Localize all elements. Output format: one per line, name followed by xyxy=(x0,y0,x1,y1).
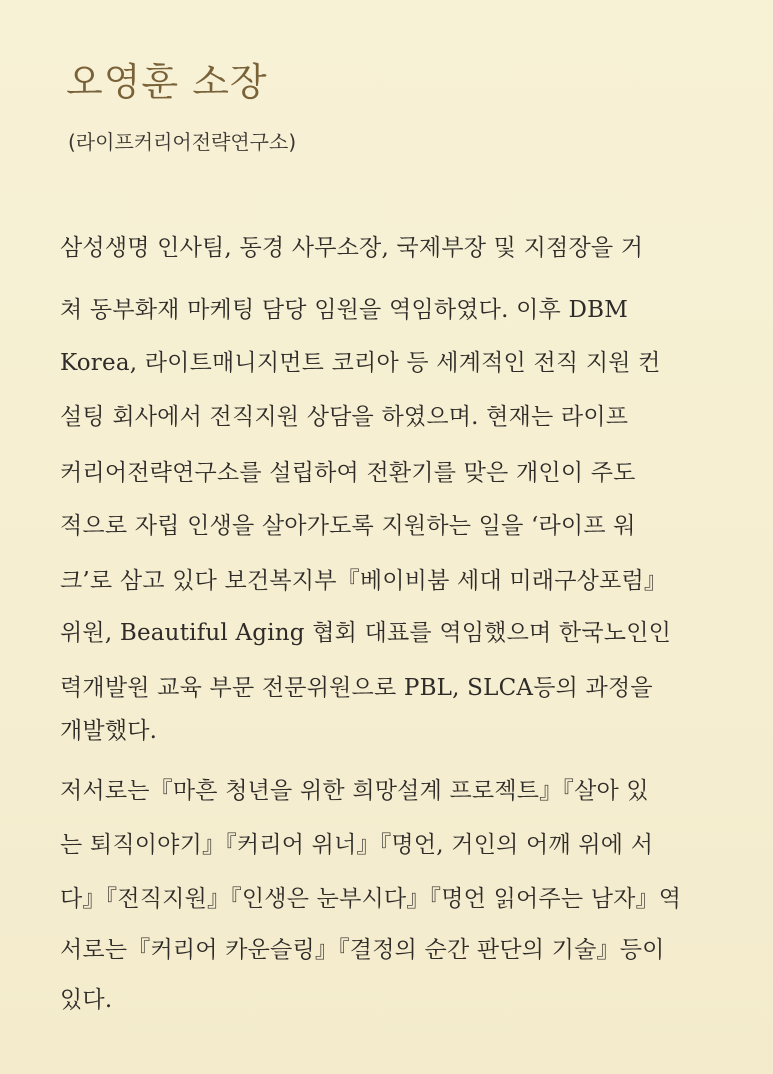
publications-line: 다』『전직지원』『인생은 눈부시다』『명언 읽어주는 남자』역 xyxy=(60,886,682,912)
bio-line: 커리어전략연구소를 설립하여 전환기를 맞은 개인이 주도 xyxy=(60,460,636,486)
bio-line: Korea, 라이트매니지먼트 코리아 등 세계적인 전직 지원 컨 xyxy=(60,350,661,376)
bio-line: 설팅 회사에서 전직지원 상담을 하였으며. 현재는 라이프 xyxy=(60,404,629,430)
bio-line: 쳐 동부화재 마케팅 담당 임원을 역임하였다. 이후 DBM xyxy=(60,297,628,323)
bio-line: 개발했다. xyxy=(60,718,158,744)
bio-line: 적으로 자립 인생을 살아가도록 지원하는 일을 ‘라이프 워 xyxy=(60,513,636,539)
bio-line: 삼성생명 인사팀, 동경 사무소장, 국제부장 및 지점장을 거 xyxy=(60,235,644,261)
author-name-title: 오영훈 소장 xyxy=(66,60,268,104)
publications-line: 있다. xyxy=(60,987,113,1013)
bio-line: 크’로 삼고 있다 보건복지부『베이비붐 세대 미래구상포럼』 xyxy=(60,568,668,594)
publications-line: 는 퇴직이야기』『커리어 위너』『명언, 거인의 어깨 위에 서 xyxy=(60,832,654,858)
author-affiliation: (라이프커리어전략연구소) xyxy=(68,130,297,154)
bio-line: 위원, Beautiful Aging 협회 대표를 역임했으며 한국노인인 xyxy=(60,620,672,646)
publications-line: 저서로는『마흔 청년을 위한 희망설계 프로젝트』『살아 있 xyxy=(60,778,649,804)
publications-line: 서로는『커리어 카운슬링』『결정의 순간 판단의 기술』등이 xyxy=(60,937,665,963)
bio-line: 력개발원 교육 부문 전문위원으로 PBL, SLCA등의 과정을 xyxy=(60,675,653,701)
